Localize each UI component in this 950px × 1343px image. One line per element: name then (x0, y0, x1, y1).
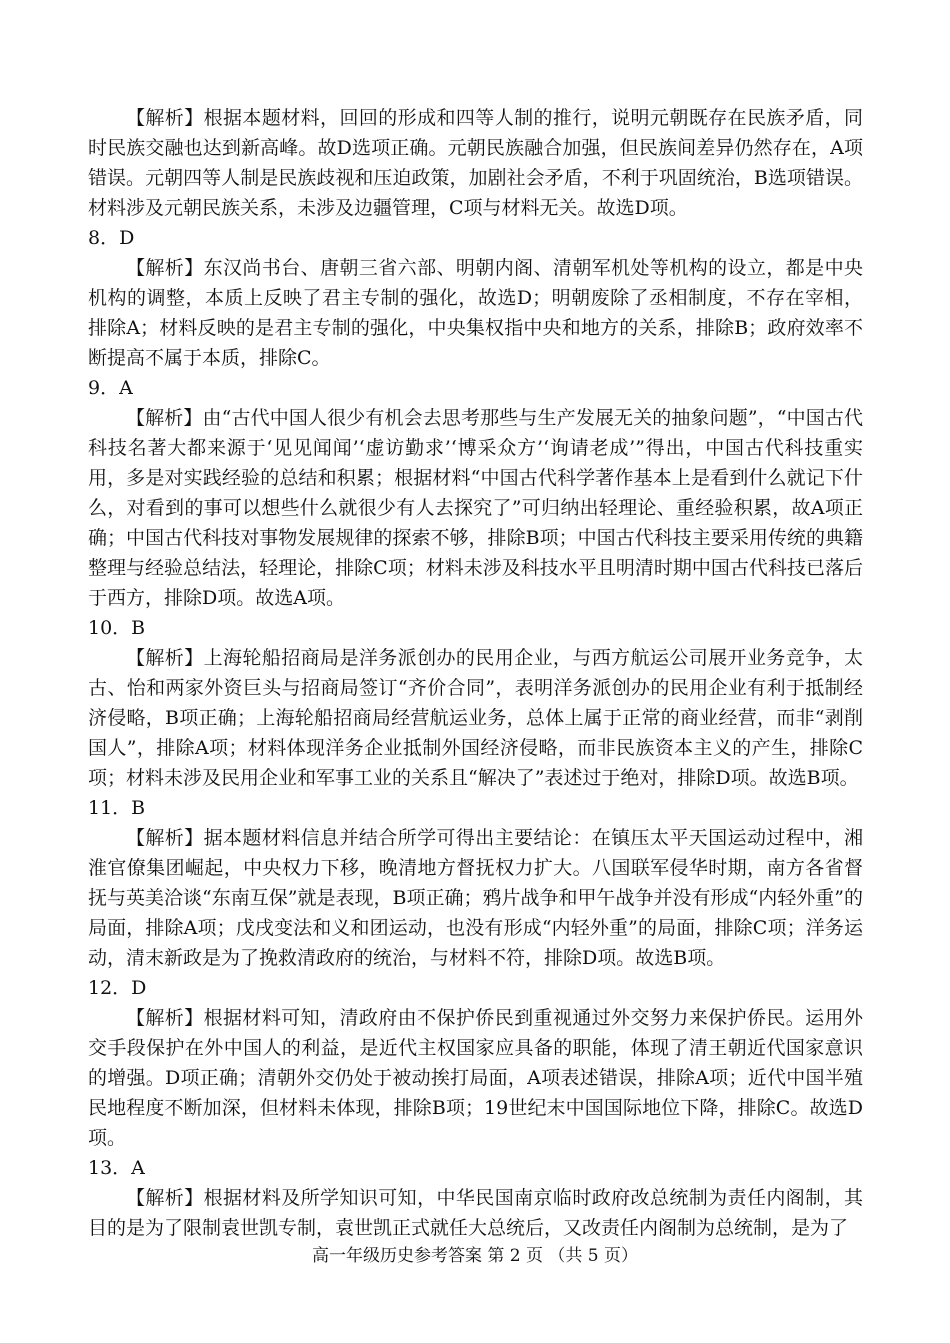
answer-label-10: 10．B (88, 617, 146, 639)
analysis-paragraph-13: 【解析】根据材料及所学知识可知，中华民国南京临时政府改总统制为责任内阁制，其目的是为了限制袁世凯专制，袁世凯正式就任大总统后，又改责任内阁制为总统制，是为了 (88, 1187, 863, 1239)
analysis-paragraph-10: 【解析】上海轮船招商局是洋务派创办的民用企业，与西方航运公司展开业务竞争，太古、怡和两家外资巨头与招商局签订“齐价合同”，表明洋务派创办的民用企业有利于抵制经济侵略，B项正确；上海轮船招商局经营航运业务，总体上属于正常的商业经营，而非“剥削国人”，排除A项；材料体现洋务企业抵制外国经济侵略，而非民族资本主义的产生，排除C项；材料未涉及民用企业和军事工业的关系且“解决了”表述过于绝对，排除D项。故选B项。 (88, 647, 863, 789)
answer-label-12: 12．D (88, 977, 147, 999)
analysis-paragraph-8: 【解析】东汉尚书台、唐朝三省六部、明朝内阁、清朝军机处等机构的设立，都是中央机构的调整，本质上反映了君主专制的强化，故选D；明朝废除了丞相制度，不存在宰相，排除A；材料反映的是君主专制的强化，中央集权指中央和地方的关系，排除B；政府效率不断提高不属于本质，排除C。 (88, 257, 863, 369)
answer-document (88, 103, 863, 1243)
analysis-paragraph-9: 【解析】由“古代中国人很少有机会去思考那些与生产发展无关的抽象问题”，“中国古代科技名著大都来源于‘见见闻闻’‘虚访勤求’‘博采众方’‘询请老成’”得出，中国古代科技重实用，多是对实践经验的总结和积累；根据材料“中国古代科学著作基本上是看到什么就记下什么，对看到的事可以想些什么就很少有人去探究了”可归纳出轻理论、重经验积累，故A项正确；中国古代科技对事物发展规律的探索不够，排除B项；中国古代科技主要采用传统的典籍整理与经验总结法，轻理论，排除C项；材料未涉及科技水平且明清时期中国古代科技已落后于西方，排除D项。故选A项。 (88, 407, 863, 609)
page-footer: 高一年级历史参考答案 第 2 页 （共 5 页） (311, 1246, 639, 1266)
answer-label-9: 9．A (88, 377, 133, 399)
analysis-paragraph-11: 【解析】据本题材料信息并结合所学可得出主要结论：在镇压太平天国运动过程中，湘淮官僚集团崛起，中央权力下移，晚清地方督抚权力扩大。八国联军侵华时期，南方各省督抚与英美洽谈“东南互保”就是表现，B项正确；鸦片战争和甲午战争并没有形成“内轻外重”的局面，排除A项；戊戌变法和义和团运动，也没有形成“内轻外重”的局面，排除C项；洋务运动，清末新政是为了挽救清政府的统治，与材料不符，排除D项。故选B项。 (88, 827, 863, 969)
answer-label-11: 11．B (88, 797, 146, 819)
answer-label-13: 13．A (88, 1157, 145, 1179)
analysis-paragraph-7: 【解析】根据本题材料，回回的形成和四等人制的推行，说明元朝既存在民族矛盾，同时民族交融也达到新高峰。故D选项正确。元朝民族融合加强，但民族间差异仍然存在，A项错误。元朝四等人制是民族歧视和压迫政策，加剧社会矛盾，不利于巩固统治，B选项错误。材料涉及元朝民族关系，未涉及边疆管理，C项与材料无关。故选D项。 (88, 107, 863, 219)
answer-label-8: 8．D (88, 227, 135, 249)
analysis-paragraph-12: 【解析】根据材料可知，清政府由不保护侨民到重视通过外交努力来保护侨民。运用外交手段保护在外中国人的利益，是近代主权国家应具备的职能，体现了清王朝近代国家意识的增强。D项正确；清朝外交仍处于被动挨打局面，A项表述错误，排除A项；近代中国半殖民地程度不断加深，但材料未体现，排除B项；19世纪末中国国际地位下降，排除C。故选D项。 (88, 1007, 863, 1149)
